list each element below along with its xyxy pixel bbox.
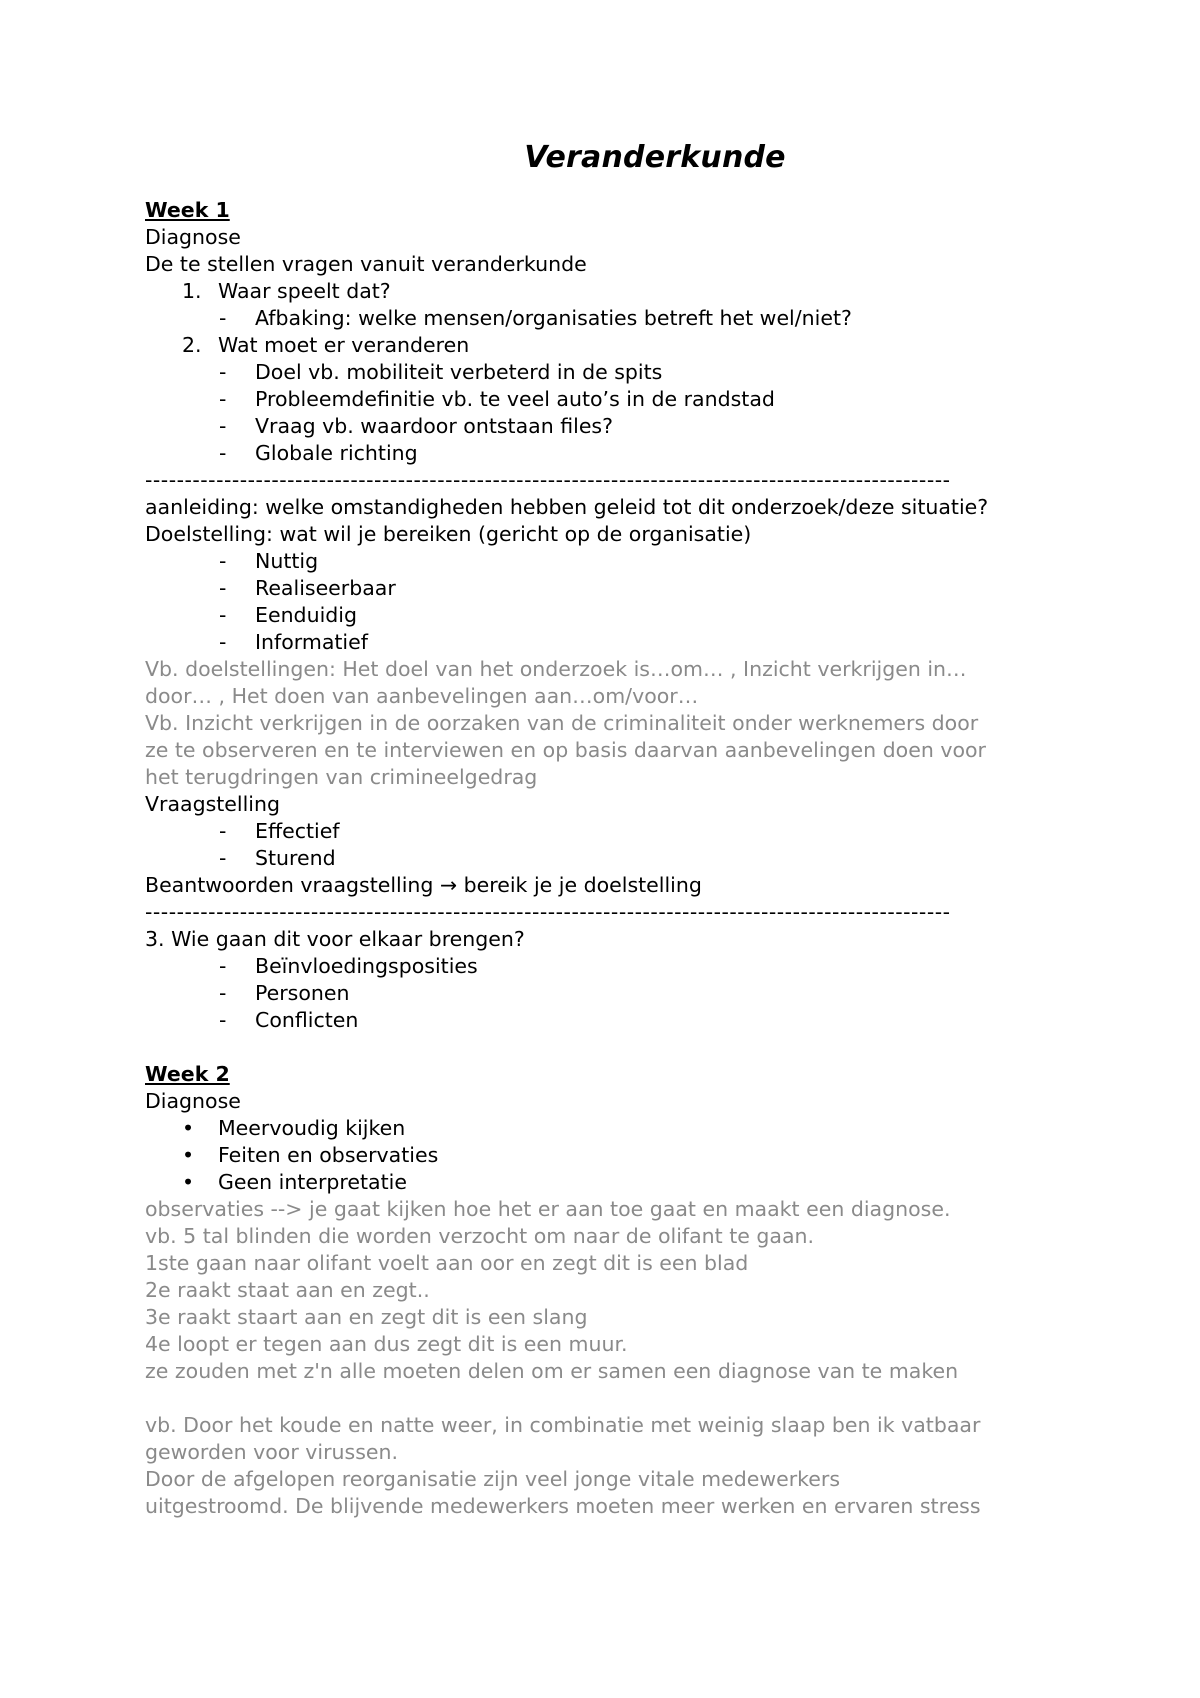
dash-marker: - <box>219 306 227 330</box>
bullet-marker: • <box>182 1170 195 1194</box>
dash-item <box>145 386 1105 413</box>
week1-diagnose: Diagnose <box>145 225 241 249</box>
grey-example-line: ze te observeren en te interviewen en op basis daarvan aanbevelingen doen voor <box>145 738 986 762</box>
dash-item-text: Doel vb. mobiliteit verbeterd in de spits <box>255 360 663 384</box>
grey-example-line: Vb. doelstellingen: Het doel van het onderzoek is…om… , Inzicht verkrijgen in… <box>145 657 967 681</box>
grey-example-line: vb. Door het koude en natte weer, in combinatie met weinig slaap ben ik vatbaar <box>145 1413 981 1437</box>
grey-example-line: observaties --> je gaat kijken hoe het er aan toe gaat en maakt een diagnose. <box>145 1197 951 1221</box>
dash-item-text: Eenduidig <box>255 603 357 627</box>
bullet-item <box>145 1142 1105 1169</box>
grey-example-line: geworden voor virussen. <box>145 1440 399 1464</box>
grey-example-line: Vb. Inzicht verkrijgen in de oorzaken van de criminaliteit onder werknemers door <box>145 711 979 735</box>
grey-example-line: 2e raakt staat aan en zegt.. <box>145 1278 430 1302</box>
dash-item <box>145 980 1105 1007</box>
dash-marker: - <box>219 603 227 627</box>
blank-line <box>145 1385 1105 1412</box>
dashed-separator: ------------------------------------------------------------------------------------------------------ <box>145 468 951 492</box>
grey-example-line: 1ste gaan naar olifant voelt aan oor en zegt dit is een blad <box>145 1251 749 1275</box>
bullet-item <box>145 1169 1105 1196</box>
dash-item <box>145 440 1105 467</box>
item-text: Wat moet er veranderen <box>218 333 470 357</box>
dash-item <box>145 845 1105 872</box>
dash-marker: - <box>219 360 227 384</box>
grey-example-line: ze zouden met z'n alle moeten delen om er samen een diagnose van te maken <box>145 1359 959 1383</box>
dash-item-text: Informatief <box>255 630 368 654</box>
dash-item-text: Realiseerbaar <box>255 576 396 600</box>
dash-marker: - <box>219 441 227 465</box>
bullet-marker: • <box>182 1116 195 1140</box>
bullet-marker: • <box>182 1143 195 1167</box>
dash-item <box>145 629 1105 656</box>
numbered-item-1 <box>145 278 1105 305</box>
dash-item-text: Conflicten <box>255 1008 359 1032</box>
item-number: 1. <box>182 279 202 303</box>
numbered-item-2 <box>145 332 1105 359</box>
grey-example-line: vb. 5 tal blinden die worden verzocht om naar de olifant te gaan. <box>145 1224 815 1248</box>
grey-example-line: 3e raakt staart aan en zegt dit is een slang <box>145 1305 588 1329</box>
bullet-item <box>145 1115 1105 1142</box>
dash-item <box>145 1007 1105 1034</box>
bullet-item-text: Meervoudig kijken <box>218 1116 406 1140</box>
dash-item-text: Effectief <box>255 819 340 843</box>
bullet-item-text: Geen interpretatie <box>218 1170 407 1194</box>
dash-item <box>145 548 1105 575</box>
dash-marker: - <box>219 630 227 654</box>
dash-item <box>145 953 1105 980</box>
dash-marker: - <box>219 846 227 870</box>
question-3-line: 3. Wie gaan dit voor elkaar brengen? <box>145 927 525 951</box>
dash-item-text: Sturend <box>255 846 336 870</box>
week2-diagnose: Diagnose <box>145 1089 241 1113</box>
week2-heading: Week 2 <box>145 1062 230 1086</box>
dash-marker: - <box>219 414 227 438</box>
item-text: Waar speelt dat? <box>218 279 391 303</box>
document-title: Veranderkunde <box>524 140 786 175</box>
dash-item <box>145 305 1105 332</box>
dash-marker: - <box>219 954 227 978</box>
dash-marker: - <box>219 819 227 843</box>
dash-item <box>145 413 1105 440</box>
dash-item <box>145 818 1105 845</box>
beantwoorden-line: Beantwoorden vraagstelling → bereik je je doelstelling <box>145 873 702 897</box>
week1-heading: Week 1 <box>145 198 230 222</box>
dash-marker: - <box>219 549 227 573</box>
dash-item <box>145 359 1105 386</box>
dash-item-text: Probleemdefinitie vb. te veel auto’s in de randstad <box>255 387 775 411</box>
dash-item-text: Afbaking: welke mensen/organisaties betreft het wel/niet? <box>255 306 852 330</box>
grey-example-line: door… , Het doen van aanbevelingen aan…om/voor… <box>145 684 699 708</box>
dash-marker: - <box>219 387 227 411</box>
grey-example-line: het terugdringen van crimineelgedrag <box>145 765 538 789</box>
doelstelling-line: Doelstelling: wat wil je bereiken (gericht op de organisatie) <box>145 522 752 546</box>
dash-item-text: Beïnvloedingsposities <box>255 954 478 978</box>
dash-marker: - <box>219 981 227 1005</box>
dash-marker: - <box>219 1008 227 1032</box>
bullet-item-text: Feiten en observaties <box>218 1143 439 1167</box>
blank-line <box>145 1034 1105 1061</box>
week1-intro: De te stellen vragen vanuit veranderkunde <box>145 252 587 276</box>
vraagstelling-line: Vraagstelling <box>145 792 281 816</box>
dash-item <box>145 602 1105 629</box>
aanleiding-line: aanleiding: welke omstandigheden hebben geleid tot dit onderzoek/deze situatie? <box>145 495 989 519</box>
grey-example-line: 4e loopt er tegen aan dus zegt dit is een muur. <box>145 1332 628 1356</box>
document-page <box>145 140 1105 1520</box>
dashed-separator: ------------------------------------------------------------------------------------------------------ <box>145 900 951 924</box>
item-number: 2. <box>182 333 202 357</box>
dash-item-text: Globale richting <box>255 441 418 465</box>
dash-item-text: Vraag vb. waardoor ontstaan files? <box>255 414 613 438</box>
dash-item <box>145 575 1105 602</box>
dash-item-text: Personen <box>255 981 350 1005</box>
grey-example-line: Door de afgelopen reorganisatie zijn veel jonge vitale medewerkers <box>145 1467 841 1491</box>
grey-example-line: uitgestroomd. De blijvende medewerkers moeten meer werken en ervaren stress <box>145 1494 981 1518</box>
dash-marker: - <box>219 576 227 600</box>
dash-item-text: Nuttig <box>255 549 319 573</box>
